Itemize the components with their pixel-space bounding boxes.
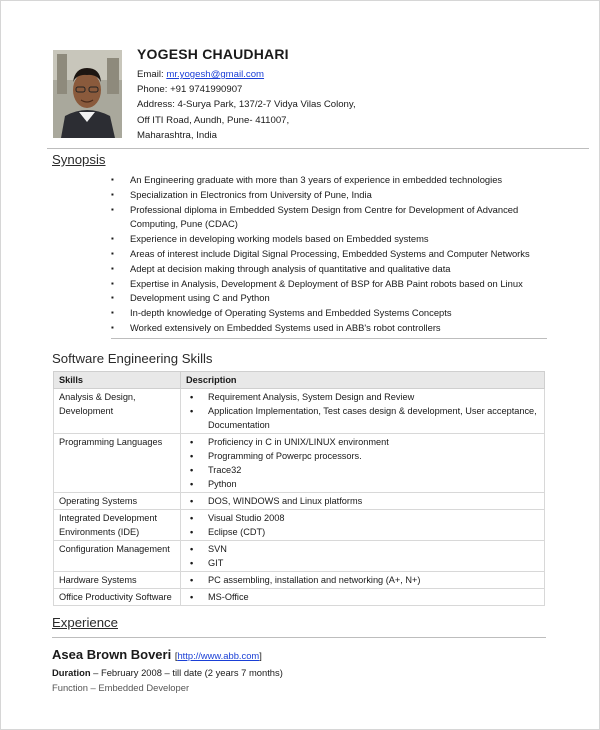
- skill-cell: Operating Systems: [54, 493, 181, 510]
- list-item: ▪ Development using C and Python: [111, 291, 541, 306]
- duration-line: [52, 667, 283, 678]
- skill-cell: Office Productivity Software: [54, 589, 181, 606]
- list-item: ▪ Areas of interest include Digital Signal Processing, Embedded Systems and Computer Networks: [111, 247, 541, 262]
- description-cell: [181, 493, 545, 510]
- skills-heading: Software Engineering Skills: [52, 351, 213, 366]
- skill-cell: Integrated Development Environments (IDE): [54, 510, 181, 541]
- list-item: • GIT: [186, 556, 539, 570]
- list-item: ▪ In-depth knowledge of Operating Systems and Embedded Systems Concepts: [111, 306, 541, 321]
- address-line-1: Address: 4-Surya Park, 137/2-7 Vidya Vilas Colony,: [137, 99, 356, 111]
- contact-block: [137, 67, 356, 143]
- function-line-cut: Function – Embedded Developer: [52, 682, 190, 693]
- candidate-name: YOGESH CHAUDHARI: [137, 46, 289, 62]
- duration-value: – February 2008 – till date (2 years 7 months): [90, 667, 283, 678]
- column-header-description: Description: [181, 372, 545, 389]
- company-line: [52, 647, 262, 662]
- list-item: • PC assembling, installation and networking (A+, N+): [186, 573, 539, 587]
- table-row: [54, 589, 545, 606]
- skill-cell: Analysis & Design, Development: [54, 389, 181, 434]
- list-item: • DOS, WINDOWS and Linux platforms: [186, 494, 539, 508]
- list-item: ▪ An Engineering graduate with more than 3 years of experience in embedded technologies: [111, 173, 541, 188]
- list-item: • Eclipse (CDT): [186, 525, 539, 539]
- list-item: ▪ Specialization in Electronics from University of Pune, India: [111, 188, 541, 203]
- table-row: [54, 493, 545, 510]
- list-item: • MS-Office: [186, 590, 539, 604]
- email-link[interactable]: mr.yogesh@gmail.com: [166, 69, 265, 80]
- table-header-row: [54, 372, 545, 389]
- list-item: • Programming of Powerpc processors.: [186, 449, 539, 463]
- table-row: [54, 510, 545, 541]
- experience-heading: Experience: [52, 615, 118, 630]
- list-item: • Proficiency in C in UNIX/LINUX environment: [186, 435, 539, 449]
- bracket-close: ]: [259, 650, 262, 661]
- address-line-3: Maharashtra, India: [137, 129, 217, 141]
- skills-table: [53, 371, 545, 606]
- list-item: ▪ Worked extensively on Embedded Systems used in ABB's robot controllers: [111, 321, 541, 336]
- list-item: • Trace32: [186, 463, 539, 477]
- description-cell: [181, 510, 545, 541]
- synopsis-divider: [111, 338, 547, 339]
- phone-line: Phone: +91 9741990907: [137, 84, 243, 96]
- list-item: • Python: [186, 477, 539, 491]
- description-cell: [181, 434, 545, 493]
- email-label: Email:: [137, 69, 167, 80]
- duration-label: Duration: [52, 667, 91, 678]
- synopsis-list: [111, 173, 541, 336]
- list-item: • Visual Studio 2008: [186, 511, 539, 525]
- description-cell: [181, 589, 545, 606]
- skill-cell: Programming Languages: [54, 434, 181, 493]
- address-line-2: Off ITI Road, Aundh, Pune- 411007,: [137, 114, 290, 126]
- list-item: • Application Implementation, Test cases design & development, User acceptance, Documentation: [186, 404, 539, 432]
- bracket-open: [: [174, 650, 178, 661]
- description-cell: [181, 572, 545, 589]
- table-row: [54, 434, 545, 493]
- email-line: [137, 67, 356, 82]
- header-divider: [47, 148, 589, 149]
- table-row: [54, 541, 545, 572]
- list-item: ▪ Experience in developing working models based on Embedded systems: [111, 232, 541, 247]
- skill-cell: Configuration Management: [54, 541, 181, 572]
- synopsis-heading: Synopsis: [52, 152, 106, 167]
- experience-divider: [52, 637, 546, 638]
- list-item: ▪ Adept at decision making through analysis of quantitative and qualitative data: [111, 262, 541, 277]
- company-name: Asea Brown Boveri: [52, 647, 172, 662]
- list-item: • Requirement Analysis, System Design and Review: [186, 390, 539, 404]
- skill-cell: Hardware Systems: [54, 572, 181, 589]
- company-website: [175, 650, 262, 661]
- profile-photo: [53, 50, 122, 138]
- list-item: ▪ Expertise in Analysis, Development & Deployment of BSP for ABB Paint robots based on Linux: [111, 277, 541, 292]
- column-header-skills: Skills: [54, 372, 181, 389]
- description-cell: [181, 389, 545, 434]
- description-cell: [181, 541, 545, 572]
- company-website-link[interactable]: http://www.abb.com: [177, 650, 260, 661]
- list-item: • SVN: [186, 542, 539, 556]
- table-row: [54, 389, 545, 434]
- list-item: ▪ Professional diploma in Embedded System Design from Centre for Development of Advanced Computing, Pune (CDAC): [111, 203, 541, 233]
- table-row: [54, 572, 545, 589]
